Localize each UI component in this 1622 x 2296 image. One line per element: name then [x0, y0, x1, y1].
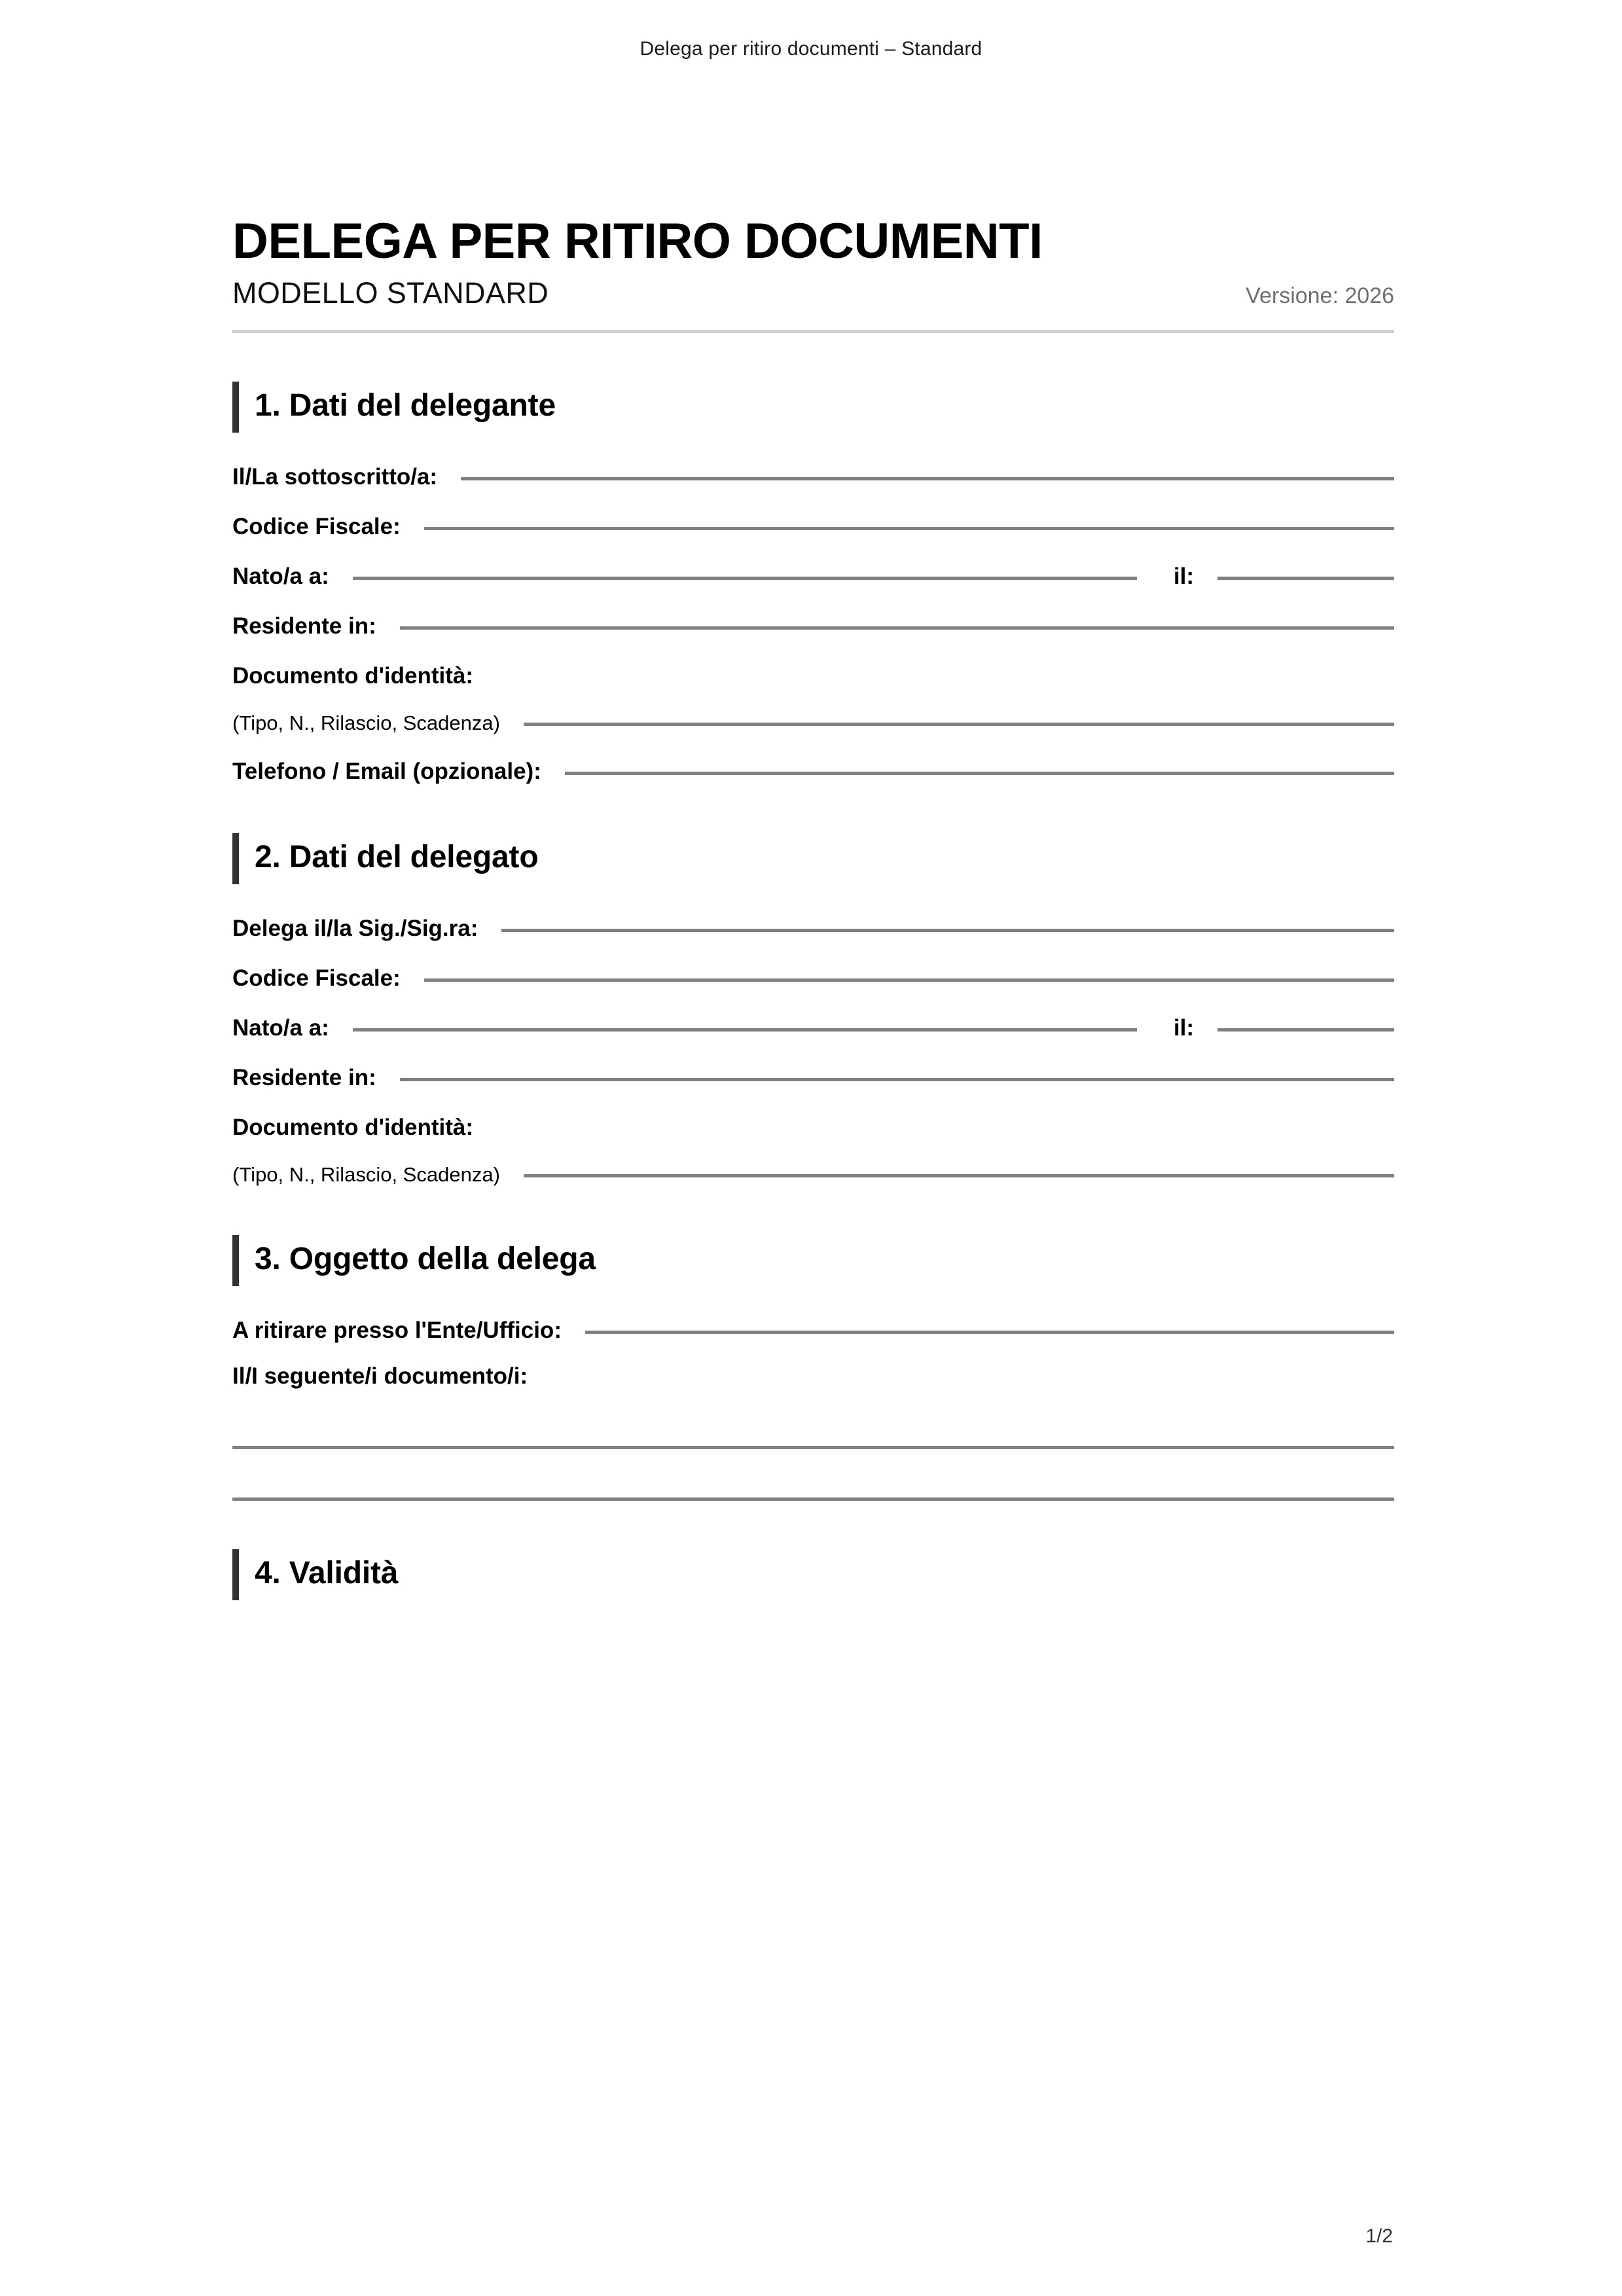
field-label: Il/La sottoscritto/a:	[232, 463, 438, 490]
field-label: Nato/a a:	[232, 563, 329, 589]
page-number: 1/2	[1365, 2225, 1393, 2247]
field-label-documento-identita: Documento d'identità:	[232, 662, 474, 689]
telefono-email-input[interactable]	[565, 772, 1394, 775]
delegato-residenza-input[interactable]	[400, 1078, 1394, 1081]
section-accent-bar-icon	[232, 382, 239, 433]
field-label-il: il:	[1173, 1014, 1194, 1041]
luogo-nascita-input[interactable]	[353, 577, 1137, 580]
field-label: Telefono / Email (opzionale):	[232, 758, 541, 784]
field-label-delegato-documento-identita: Documento d'identità:	[232, 1114, 474, 1140]
field-row-delegato-nato-a	[232, 1015, 1394, 1041]
field-row-nato-a	[232, 564, 1394, 590]
section-oggetto-delega	[232, 1235, 1394, 1501]
ente-ufficio-input[interactable]	[585, 1331, 1394, 1334]
documento-dettagli-input[interactable]	[524, 723, 1394, 726]
field-row-delegato-nome	[232, 916, 1394, 942]
section-accent-bar-icon	[232, 833, 239, 884]
sottoscritto-input[interactable]	[461, 477, 1394, 480]
field-label: Delega il/la Sig./Sig.ra:	[232, 915, 478, 941]
section-title: 1. Dati del delegante	[255, 387, 556, 423]
field-row-residente	[232, 613, 1394, 639]
page-subtitle: MODELLO STANDARD	[232, 276, 549, 310]
field-row-delegato-residente	[232, 1065, 1394, 1091]
delegato-documento-dettagli-input[interactable]	[524, 1174, 1394, 1177]
field-row-sottoscritto	[232, 464, 1394, 490]
section-title: 4. Validità	[255, 1555, 399, 1590]
field-label: Residente in:	[232, 1064, 376, 1090]
residenza-input[interactable]	[400, 626, 1394, 630]
section-title: 3. Oggetto della delega	[255, 1241, 596, 1276]
section-dati-delegato	[232, 833, 1394, 1187]
field-label: Nato/a a:	[232, 1014, 329, 1041]
section-header	[232, 1549, 1394, 1600]
section-header	[232, 1235, 1394, 1286]
delegato-luogo-nascita-input[interactable]	[353, 1028, 1137, 1031]
field-label-documenti-elenco: Il/I seguente/i documento/i:	[232, 1363, 528, 1389]
field-row-telefono-email	[232, 759, 1394, 785]
field-row-delegato-codice-fiscale	[232, 965, 1394, 992]
section-dati-delegante	[232, 382, 1394, 785]
section-header	[232, 382, 1394, 433]
version-label: Versione: 2026	[1246, 283, 1394, 308]
field-hint-label: (Tipo, N., Rilascio, Scadenza)	[232, 711, 500, 734]
title-divider	[232, 330, 1394, 333]
documenti-elenco-line-1[interactable]	[232, 1446, 1394, 1449]
field-label: Codice Fiscale:	[232, 965, 401, 991]
data-nascita-input[interactable]	[1217, 577, 1394, 580]
field-label: A ritirare presso l'Ente/Ufficio:	[232, 1317, 562, 1343]
delegato-nome-input[interactable]	[501, 929, 1394, 932]
field-row-codice-fiscale	[232, 514, 1394, 540]
field-hint-label: (Tipo, N., Rilascio, Scadenza)	[232, 1162, 500, 1186]
section-title: 2. Dati del delegato	[255, 839, 539, 874]
section-header	[232, 833, 1394, 884]
field-row-documento-dettagli	[232, 711, 1394, 735]
page-title: DELEGA PER RITIRO DOCUMENTI	[232, 213, 1043, 269]
title-block	[232, 213, 1394, 333]
field-row-ente-ufficio	[232, 1318, 1394, 1344]
field-row-delegato-documento-dettagli	[232, 1163, 1394, 1187]
section-accent-bar-icon	[232, 1549, 239, 1600]
subtitle-row	[232, 276, 1394, 312]
document-content	[232, 213, 1394, 1632]
documenti-elenco-line-2[interactable]	[232, 1498, 1394, 1501]
section-accent-bar-icon	[232, 1235, 239, 1286]
delegato-codice-fiscale-input[interactable]	[424, 978, 1394, 982]
codice-fiscale-input[interactable]	[424, 527, 1394, 530]
field-label: Residente in:	[232, 613, 376, 639]
section-validita	[232, 1549, 1394, 1600]
field-label-il: il:	[1173, 563, 1194, 589]
delegato-data-nascita-input[interactable]	[1217, 1028, 1394, 1031]
running-header: Delega per ritiro documenti – Standard	[640, 38, 982, 60]
field-label: Codice Fiscale:	[232, 513, 401, 539]
